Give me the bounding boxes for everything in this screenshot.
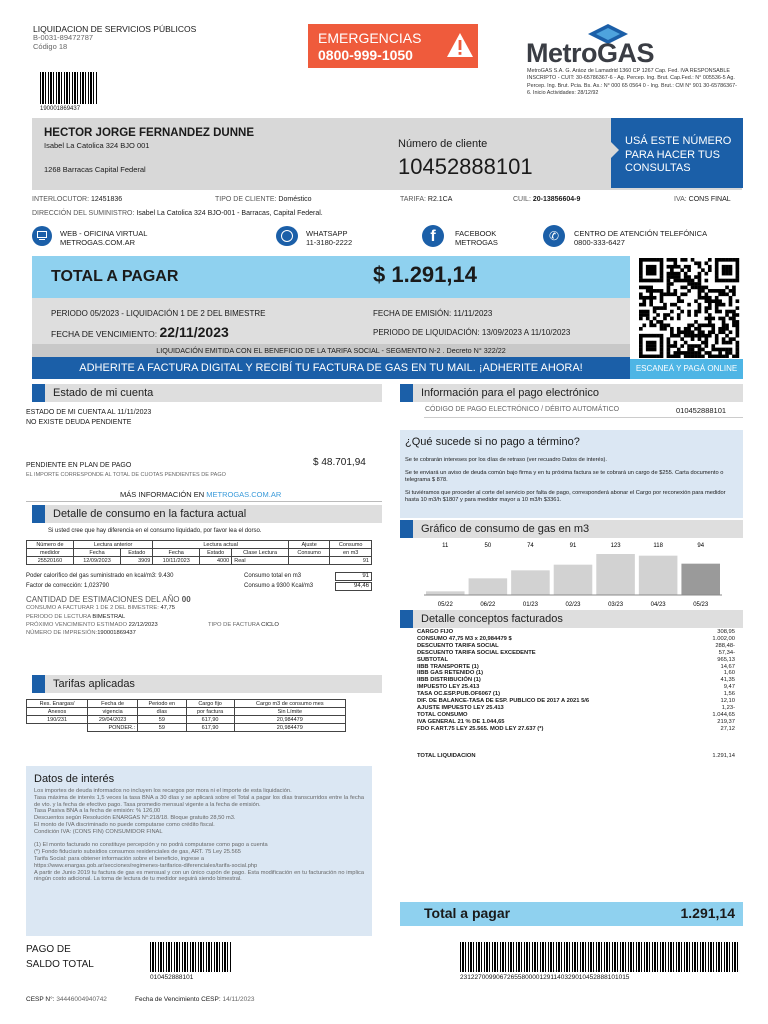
chart-value-label: 50 (484, 543, 492, 549)
facebook-icon: f (422, 225, 444, 247)
datos-interes-line: (*) Fondo fiduciario subsidios consumos residenciales de gas, ART. 75 Ley 25.565 (34, 849, 241, 856)
concepto-value: 308,95 (717, 629, 735, 635)
concepto-label: TOTAL CONSUMO (417, 711, 468, 718)
chart-value-label: 123 (610, 543, 621, 549)
qr-caption[interactable]: ESCANEÁ Y PAGÁ ONLINE (630, 359, 743, 379)
chart-bar (681, 564, 720, 595)
tipo-factura: TIPO DE FACTURA CICLO (208, 622, 279, 628)
detalle-consumo-title: Detalle de consumo en la factura actual (53, 508, 247, 520)
concepto-label: DESCUENTO TARIFA SOCIAL EXCEDENTE (417, 649, 536, 656)
tarifas-title: Tarifas aplicadas (53, 678, 135, 690)
que-sucede-panel (400, 430, 743, 518)
consumo-9300-label: Consumo a 9300 Kcal/m3 (244, 583, 314, 589)
consumo-row: 25520160 12/09/2023 3909 10/11/2023 4000 Real 91 (27, 557, 372, 565)
datos-interes-line: Condición IVA: (CONS FIN) CONSUMIDOR FINAL (34, 828, 163, 835)
que-sucede-title: ¿Qué sucede si no pago a término? (405, 436, 580, 448)
divider (424, 417, 743, 418)
emergency-phone: 0800-999-1050 (318, 47, 413, 63)
invoice-title: LIQUIDACION DE SERVICIOS PÚBLICOS (33, 24, 197, 34)
consumo-intro: Si usted cree que hay diferencia en el consumo liquidado, por favor lea el dorso. (48, 528, 262, 534)
concepto-label: IIBB DISTRIBUCIÓN (1) (417, 677, 481, 684)
consumo-chart (424, 540, 722, 610)
que-sucede-p3: Si tuviéramos que proceder al corte del servicio por falta de pago, corresponderá abonar el Cargo por reconexión para medidor hasta 10 m3/h $1807 y para medidor mayor a 10 m3/h $3361. (405, 490, 726, 503)
concepto-label: CARGO FIJO (417, 629, 454, 635)
total-liquidacion: TOTAL LIQUIDACION 1.291,14 (417, 753, 735, 759)
chart-value-label: 11 (442, 543, 449, 549)
interlocutor: INTERLOCUTOR: 12451836 (32, 196, 123, 203)
concepto-value: 27,12 (720, 725, 735, 732)
chart-value-label: 74 (527, 543, 534, 549)
chart-bar (639, 556, 678, 595)
emergency-box (308, 24, 478, 68)
periodo-liquidacion: PERIODO DE LIQUIDACIÓN: 13/09/2023 A 11/10/2023 (373, 328, 571, 337)
concepto-value: 288,48- (715, 642, 735, 649)
chart-category-label: 05/23 (693, 602, 709, 608)
concepto-row (417, 643, 735, 650)
concepto-row (417, 629, 735, 636)
top-barcode (40, 72, 98, 104)
consumo-facturar: CONSUMO A FACTURAR 1 DE 2 DEL BIMESTRE: 47,75 (26, 605, 175, 611)
que-sucede-p1: Se te cobrarán intereses por los días de retraso (ver recuadro Datos de interés). (405, 457, 608, 463)
concepto-value: 1,23- (721, 704, 735, 711)
concepto-row (417, 719, 735, 726)
datos-interes-line: Tarifa Social: para obtener información sobre el beneficio, ingrese a (34, 855, 205, 862)
contact-phone[interactable]: CENTRO DE ATENCIÓN TELEFÓNICA 0800-333-6427 (574, 229, 708, 247)
estimaciones: CANTIDAD DE ESTIMACIONES DEL AÑO 00 (26, 595, 191, 604)
whatsapp-icon (276, 226, 298, 246)
client-number-callout (611, 118, 743, 188)
concepto-value: 965,13 (717, 656, 735, 663)
tarifa-row: 190/231 29/04/2023 59 617,90 20,984479 (27, 716, 346, 724)
tarifa-social-banner: LIQUIDACIÓN EMITIDA CON EL BENEFICIO DE LA TARIFA SOCIAL - SEGMENTO N-2 . Decreto N° 322/22 (32, 344, 630, 357)
concepto-value: 9,47 (723, 684, 735, 691)
consumo-chart-svg (424, 540, 722, 610)
conceptos-list (417, 629, 735, 733)
payment-qr-code[interactable] (636, 258, 742, 358)
pago-electronico-header (400, 384, 743, 402)
emergency-label: EMERGENCIAS (318, 30, 422, 46)
concepto-label: IVA GENERAL 21 % DE 1.044,65 (417, 718, 505, 725)
pago-electronico-label: CÓDIGO DE PAGO ELECTRÓNICO / DÉBITO AUTOMÁTICO (425, 406, 620, 413)
concepto-value: 14,67 (720, 663, 735, 670)
datos-interes-text (34, 788, 364, 883)
concepto-value: 12,10 (720, 698, 735, 705)
concepto-value: 1.044,65 (712, 711, 735, 718)
concepto-row (417, 726, 735, 733)
chart-bar (426, 591, 465, 595)
plan-pago-label: PENDIENTE EN PLAN DE PAGO (26, 462, 132, 469)
concepto-value: 219,37 (717, 718, 735, 725)
pago-electronico-title: Información para el pago electrónico (421, 387, 599, 399)
total-amount: $ 1.291,14 (373, 262, 477, 287)
chart-value-label: 118 (653, 543, 663, 549)
invoice-code-18: Código 18 (33, 42, 68, 51)
concepto-label: FDO F.ART.75 LEY 25.565. MOD LEY 27.637 (*) (417, 725, 544, 732)
chart-bar (596, 554, 635, 595)
concepto-row (417, 636, 735, 643)
barcode-long-number: 23122700990672655800001291140329010452888101015 (460, 974, 630, 981)
pago-saldo-total: PAGO DE SALDO TOTAL (26, 944, 94, 970)
consumo-table: Número de Lectura anterior Lectura actual Ajuste Consumo medidor Fecha Estado Fecha Estado Clase Lectura Consumo en m3 25520160 12/09/2023 3909 10/11/2023 4000 Real 91 (26, 540, 372, 565)
numero-impresion: NÚMERO DE IMPRESIÓN:190001869437 (26, 630, 136, 636)
digital-invoice-banner[interactable]: ADHERITE A FACTURA DIGITAL Y RECIBÍ TU FACTURA DE GAS EN TU MAIL. ¡ADHERITE AHORA! (32, 357, 630, 379)
plan-pago-note: EL IMPORTE CORRESPONDE AL TOTAL DE CUOTAS PENDIENTES DE PAGO (26, 472, 226, 478)
concepto-label: AJUSTE IMPUESTO LEY 25.413 (417, 704, 504, 711)
estado-line1: ESTADO DE MI CUENTA AL 11/11/2023 (26, 409, 152, 416)
chart-category-label: 03/23 (608, 602, 624, 608)
proximo-vencimiento: PRÓXIMO VENCIMIENTO ESTIMADO 22/12/2023 (26, 622, 158, 628)
invoice-code: B-0031-89472787 (33, 33, 94, 42)
consumo-9300: 94,46 (335, 582, 372, 591)
callout-text: USÁ ESTE NÚMERO PARA HACER TUS CONSULTAS (625, 135, 732, 174)
concepto-label: TASA OC.ESP.PUB.OF6067 (1) (417, 691, 501, 698)
concepto-value: 1.002,00 (712, 635, 735, 642)
top-barcode-number: 190001869437 (40, 106, 81, 112)
fecha-vencimiento: FECHA DE VENCIMIENTO: 22/11/2023 (51, 324, 229, 340)
client-address: Isabel La Catolica 324 BJO 001 (44, 141, 150, 150)
cuil: CUIL: 20-13856604-9 (513, 196, 581, 203)
chart-bar (554, 565, 593, 595)
client-number-label: Número de cliente (398, 138, 488, 150)
chart-value-label: 91 (569, 543, 577, 549)
chart-category-label: 04/23 (650, 602, 666, 608)
grafico-title: Gráfico de consumo de gas en m3 (421, 523, 590, 535)
factor-correccion: Factor de corrección: 1,023790 (26, 583, 110, 589)
metrogas-logo: MetroGAS (526, 38, 655, 68)
chart-category-label: 05/22 (437, 602, 453, 608)
periodo: PERIODO 05/2023 - LIQUIDACIÓN 1 DE 2 DEL BIMESTRE (51, 309, 266, 318)
barcode-short (150, 942, 232, 972)
estado-title: Estado de mi cuenta (53, 387, 154, 399)
poder-calorifico: Poder calorífico del gas suministrado en kcal/m3: 9.430 (26, 573, 174, 579)
monitor-icon (32, 226, 52, 246)
grafico-header (400, 520, 743, 538)
chart-category-label: 01/23 (522, 602, 538, 608)
estado-line2: NO EXISTE DEUDA PENDIENTE (26, 419, 132, 426)
concepto-value: 1,60 (723, 670, 735, 677)
iva: IVA: CONS FINAL (674, 196, 731, 203)
chart-category-label: 06/22 (480, 602, 496, 608)
concepto-label: CONSUMO 47,75 M3 x 20,984479 $ (417, 635, 512, 642)
que-sucede-p2: Se te enviará un aviso de deuda común bajo firma y en tu próxima factura se te cobrará un cargo de $255. Carta documento o telegrama $ 878. (405, 470, 724, 483)
concepto-row (417, 657, 735, 664)
contact-facebook[interactable]: FACEBOOK METROGAS (455, 229, 498, 247)
concepto-value: 41,35 (720, 677, 735, 684)
datos-interes-line: Los importes de deuda informados no incluyen los recargos por mora ni el importe de esta liquidación. (34, 788, 292, 794)
tarifas-table: Res. Enargas/ Fecha de Periodo en Cargo fijo Cargo m3 de consumo mes Anexos vigencia días por factura Sin Límite 190/231 29/04/2023 59 617,90 20,984479 PONDER.: 59 617,90 20,984479 (26, 699, 346, 732)
datos-interes-line: El monto de IVA discriminado no puede computarse como crédito fiscal. (34, 821, 215, 828)
footer-total-value: 1.291,14 (680, 905, 735, 921)
chart-bar (511, 570, 550, 595)
warning-icon (446, 32, 474, 58)
periodo-lectura: PERIODO DE LECTURA BIMESTRAL (26, 614, 126, 620)
company-info: MetroGAS S.A. G. Aráoz de Lamadrid 1360 CP 1267 Cap. Fed. IVA RESPONSABLE INSCRIPTO - CUIT: 30-65786367-6 - Ag. Percep. Ing. Brut. Cap.Fed.: N° 005536-5 Ag. Percep. Ing. Brut. Pcia. Bs. As.: N° 000 65 0564 0 - Ing. Brut.: CM N° 901 30-65786367-6. Inicio Actividades: 28/12/92 (527, 68, 737, 96)
datos-interes-line: A partir de Junio 2019 tu factura de gas es mensual y con un único cupón de pago. Esta modificación en tu facturación no implica ningún costo adicional. La toma de lectura de tu medidor seguirá siendo bimestral. (34, 869, 364, 883)
phone-icon: ✆ (543, 225, 565, 247)
consumo-total: 91 (335, 572, 372, 581)
detalle-consumo-header (32, 505, 382, 523)
datos-interes-line: (1) El monto facturado no constituye percepción y no podrá computarse como pago a cuenta (34, 842, 268, 849)
chart-category-label: 02/23 (565, 602, 581, 608)
tarifa-ponder-row: PONDER.: 59 617,90 20,984479 (27, 724, 346, 732)
estado-header (32, 384, 382, 402)
more-info-link[interactable]: METROGAS.COM.AR (206, 490, 282, 499)
tarifas-header (32, 675, 382, 693)
barcode-short-number: 010452888101 (150, 974, 194, 981)
concepto-row (417, 677, 735, 684)
qr-container (630, 256, 743, 362)
concepto-row (417, 698, 735, 705)
client-number: 10452888101 (398, 154, 533, 179)
datos-interes-line (34, 836, 364, 843)
client-name: HECTOR JORGE FERNANDEZ DUNNE (44, 127, 254, 139)
concepto-row (417, 664, 735, 671)
concepto-label: IIBB TRANSPORTE (1) (417, 663, 479, 670)
direccion-suministro: DIRECCIÓN DEL SUMINISTRO: Isabel La Catolica 324 BJO-001 - Barracas, Capital Federal. (32, 210, 323, 217)
concepto-row (417, 712, 735, 719)
datos-interes-panel (26, 766, 372, 936)
client-city: 1268 Barracas Capital Federal (44, 165, 146, 174)
conceptos-header (400, 610, 743, 628)
barcode-long (460, 942, 740, 972)
concepto-row (417, 684, 735, 691)
concepto-label: SUBTOTAL (417, 656, 449, 663)
concepto-row (417, 691, 735, 698)
datos-interes-line: Tasa máxima de interés 1,5 veces la tasa BNA a 30 días y se aplicará sobre el Total a pagar los días transcurridos entre la fecha de vto. y la fecha de efectivo pago. Tasa promedio mensual vigente a la fecha de emisión. (34, 794, 364, 808)
total-label: TOTAL A PAGAR (51, 268, 179, 285)
consumo-total-label: Consumo total en m3 (244, 573, 302, 579)
tipo-cliente: TIPO DE CLIENTE: Doméstico (215, 196, 312, 203)
fecha-emision: FECHA DE EMISIÓN: 11/11/2023 (373, 309, 493, 318)
datos-interes-line: Descuentos según Resolución ENARGAS N°:218/18. Bloque gratuito 28,50 m3. (34, 815, 236, 822)
datos-interes-line: https://www.enargas.gob.ar/secciones/regimenes-tarifarios-diferenciales/tarifa-social.php (34, 862, 258, 869)
plan-pago-amount: $ 48.701,94 (313, 457, 366, 468)
concepto-value: 1,56 (723, 691, 735, 698)
contact-whatsapp[interactable]: WHATSAPP 11-3180-2222 (306, 229, 353, 247)
tarifa: TARIFA: R2.1CA (400, 196, 453, 203)
chart-value-label: 94 (697, 543, 705, 549)
chart-bar (469, 578, 508, 595)
datos-interes-line: Tasa Pasiva BNA a la fecha de emisión: % 126,00 (34, 808, 161, 815)
concepto-label: IMPUESTO LEY 25.413 (417, 684, 480, 691)
concepto-label: IIBB GAS RETENIDO (1) (417, 670, 484, 677)
conceptos-title: Detalle conceptos facturados (421, 613, 563, 625)
concepto-value: 57,34- (718, 649, 735, 656)
concepto-label: DIF. DE BALANCE-TASA DE ESP. PUBLICO DE 2017 A 2021 5/6 (417, 698, 590, 705)
contact-web[interactable]: WEB - OFICINA VIRTUAL METROGAS.COM.AR (60, 229, 148, 247)
vencimiento-cesp: Fecha de Vencimiento CESP: 14/11/2023 (135, 996, 255, 1003)
more-info: MÁS INFORMACIÓN EN METROGAS.COM.AR (120, 490, 282, 499)
divider (26, 501, 382, 502)
cesp: CESP N°: 34446004940742 (26, 996, 107, 1003)
datos-interes-title: Datos de interés (34, 773, 115, 785)
concepto-row (417, 705, 735, 712)
concepto-label: DESCUENTO TARIFA SOCIAL (417, 642, 499, 649)
footer-total-banner (400, 902, 743, 926)
concepto-row (417, 650, 735, 657)
footer-total-label: Total a pagar (424, 905, 511, 921)
pago-electronico-code: 010452888101 (676, 406, 727, 415)
